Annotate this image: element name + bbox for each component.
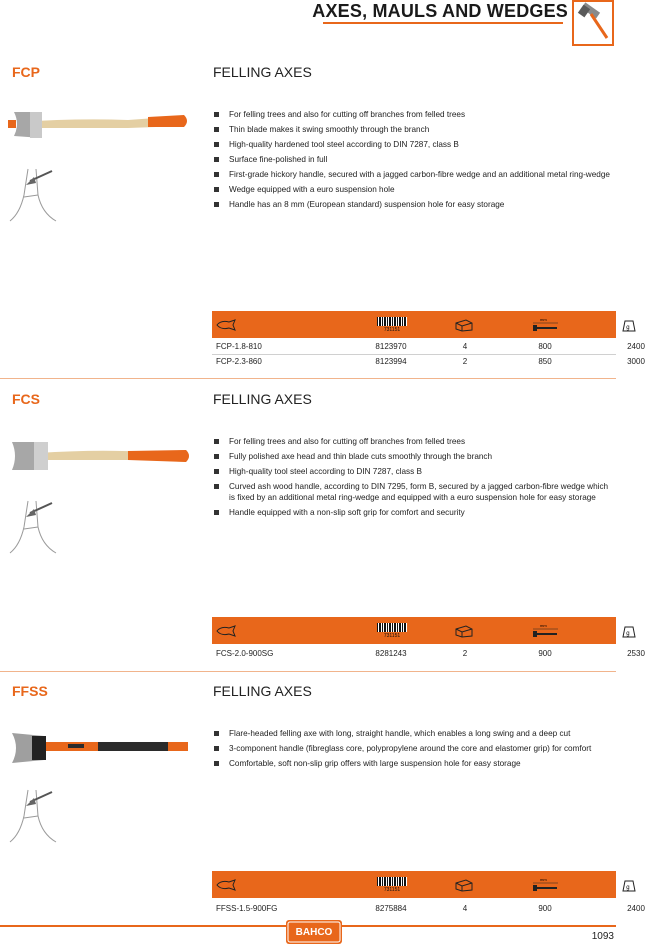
section-divider bbox=[0, 378, 616, 379]
weight-cell: 2400 bbox=[627, 904, 645, 913]
table-row bbox=[212, 341, 645, 353]
brand-name: BAHCO bbox=[295, 927, 333, 938]
axe-image-fcs bbox=[8, 438, 193, 472]
spec-table-header bbox=[212, 617, 630, 644]
package-box-icon bbox=[444, 617, 484, 644]
feature-item: For felling trees and also for cutting off branches from felled trees bbox=[213, 109, 613, 120]
barcode-icon bbox=[362, 617, 422, 644]
model-cell: FCP-2.3-860 bbox=[216, 357, 262, 366]
feature-item: Thin blade makes it swing smoothly through the branch bbox=[213, 124, 613, 135]
section-title: FELLING AXES bbox=[213, 683, 312, 699]
weight-cell: 2400 bbox=[627, 342, 645, 351]
feature-item: Handle equipped with a non-slip soft grip for comfort and security bbox=[213, 507, 613, 518]
feature-item: For felling trees and also for cutting off branches from felled trees bbox=[213, 436, 613, 447]
feature-item: Wedge equipped with a euro suspension hole bbox=[213, 184, 613, 195]
weight-label: g bbox=[626, 884, 630, 891]
weight-cell: 2530 bbox=[627, 649, 645, 658]
tree-felling-icon bbox=[6, 497, 62, 555]
barcode-number: 731151 bbox=[383, 886, 401, 893]
feature-list bbox=[213, 436, 613, 522]
tree-felling-icon bbox=[6, 165, 62, 223]
feature-item: Flare-headed felling axe with long, straight handle, which enables a long swing and a deep cut bbox=[213, 728, 616, 739]
model-outline-icon bbox=[212, 871, 240, 898]
barcode-icon bbox=[362, 311, 422, 338]
pack-cell: 4 bbox=[462, 342, 468, 351]
weight-g-icon bbox=[616, 871, 642, 898]
barcode-number: 731151 bbox=[383, 632, 401, 639]
pack-cell: 2 bbox=[462, 649, 468, 658]
product-code: FCP bbox=[12, 64, 40, 80]
table-row bbox=[212, 903, 645, 915]
page-number: 1093 bbox=[591, 931, 614, 942]
table-row bbox=[212, 356, 645, 368]
ean-cell: 8275884 bbox=[375, 904, 407, 913]
section-title: FELLING AXES bbox=[213, 391, 312, 407]
feature-item: Curved ash wood handle, according to DIN 7295, form B, secured by a jagged carbon-fibre wedge which is fixed by an additional metal ring-wedge and equipped with a euro suspension hole for easy storage bbox=[213, 481, 613, 503]
model-outline-icon bbox=[212, 617, 240, 644]
product-code: FCS bbox=[12, 391, 40, 407]
feature-item: Handle has an 8 mm (European standard) suspension hole for easy storage bbox=[213, 199, 613, 210]
pack-cell: 4 bbox=[462, 904, 468, 913]
length-measure-icon bbox=[522, 871, 568, 898]
length-caption: mm bbox=[540, 622, 547, 628]
feature-item: Comfortable, soft non-slip grip offers with large suspension hole for easy storage bbox=[213, 758, 616, 769]
row-divider bbox=[212, 354, 616, 355]
length-cell: 900 bbox=[538, 649, 552, 658]
barcode-icon bbox=[362, 871, 422, 898]
axe-image-ffss bbox=[8, 730, 193, 764]
page-title: AXES, MAULS AND WEDGES bbox=[312, 1, 568, 21]
feature-item: Surface fine-polished in full bbox=[213, 154, 613, 165]
feature-list bbox=[213, 728, 616, 773]
model-cell: FFSS-1.5-900FG bbox=[216, 904, 278, 913]
length-measure-icon bbox=[522, 617, 568, 644]
bahco-logo bbox=[286, 920, 342, 944]
barcode-number: 731151 bbox=[383, 326, 401, 333]
length-caption: mm bbox=[540, 876, 547, 882]
length-measure-icon bbox=[522, 311, 568, 338]
pack-cell: 2 bbox=[462, 357, 468, 366]
feature-item: High-quality tool steel according to DIN 7287, class B bbox=[213, 466, 613, 477]
page-header bbox=[0, 0, 616, 48]
header-rule bbox=[323, 22, 563, 24]
package-box-icon bbox=[444, 311, 484, 338]
table-row bbox=[212, 648, 645, 660]
ean-cell: 8123970 bbox=[375, 342, 407, 351]
spec-table-header bbox=[212, 311, 630, 338]
feature-list bbox=[213, 109, 613, 214]
length-cell: 900 bbox=[538, 904, 552, 913]
package-box-icon bbox=[444, 871, 484, 898]
length-cell: 800 bbox=[538, 342, 552, 351]
ean-cell: 8281243 bbox=[375, 649, 407, 658]
weight-label: g bbox=[626, 324, 630, 331]
length-cell: 850 bbox=[538, 357, 552, 366]
length-caption: mm bbox=[540, 316, 547, 322]
model-cell: FCP-1.8-810 bbox=[216, 342, 262, 351]
weight-g-icon bbox=[616, 311, 642, 338]
section-title: FELLING AXES bbox=[213, 64, 312, 80]
model-cell: FCS-2.0-900SG bbox=[216, 649, 274, 658]
spec-table-header bbox=[212, 871, 630, 898]
tree-felling-icon bbox=[6, 786, 62, 844]
model-outline-icon bbox=[212, 311, 240, 338]
feature-item: Fully polished axe head and thin blade cuts smoothly through the branch bbox=[213, 451, 613, 462]
product-code: FFSS bbox=[12, 683, 48, 699]
axe-image-fcp bbox=[8, 106, 193, 140]
weight-cell: 3000 bbox=[627, 357, 645, 366]
ean-cell: 8123994 bbox=[375, 357, 407, 366]
feature-item: High-quality hardened tool steel according to DIN 7287, class B bbox=[213, 139, 613, 150]
weight-label: g bbox=[626, 630, 630, 637]
feature-item: First-grade hickory handle, secured with a jagged carbon-fibre wedge and an additional metal ring-wedge bbox=[213, 169, 613, 180]
weight-g-icon bbox=[616, 617, 642, 644]
section-divider bbox=[0, 671, 616, 672]
feature-item: 3-component handle (fibreglass core, polypropylene around the core and elastomer grip) for comfort bbox=[213, 743, 616, 754]
hammer-icon bbox=[572, 0, 614, 46]
